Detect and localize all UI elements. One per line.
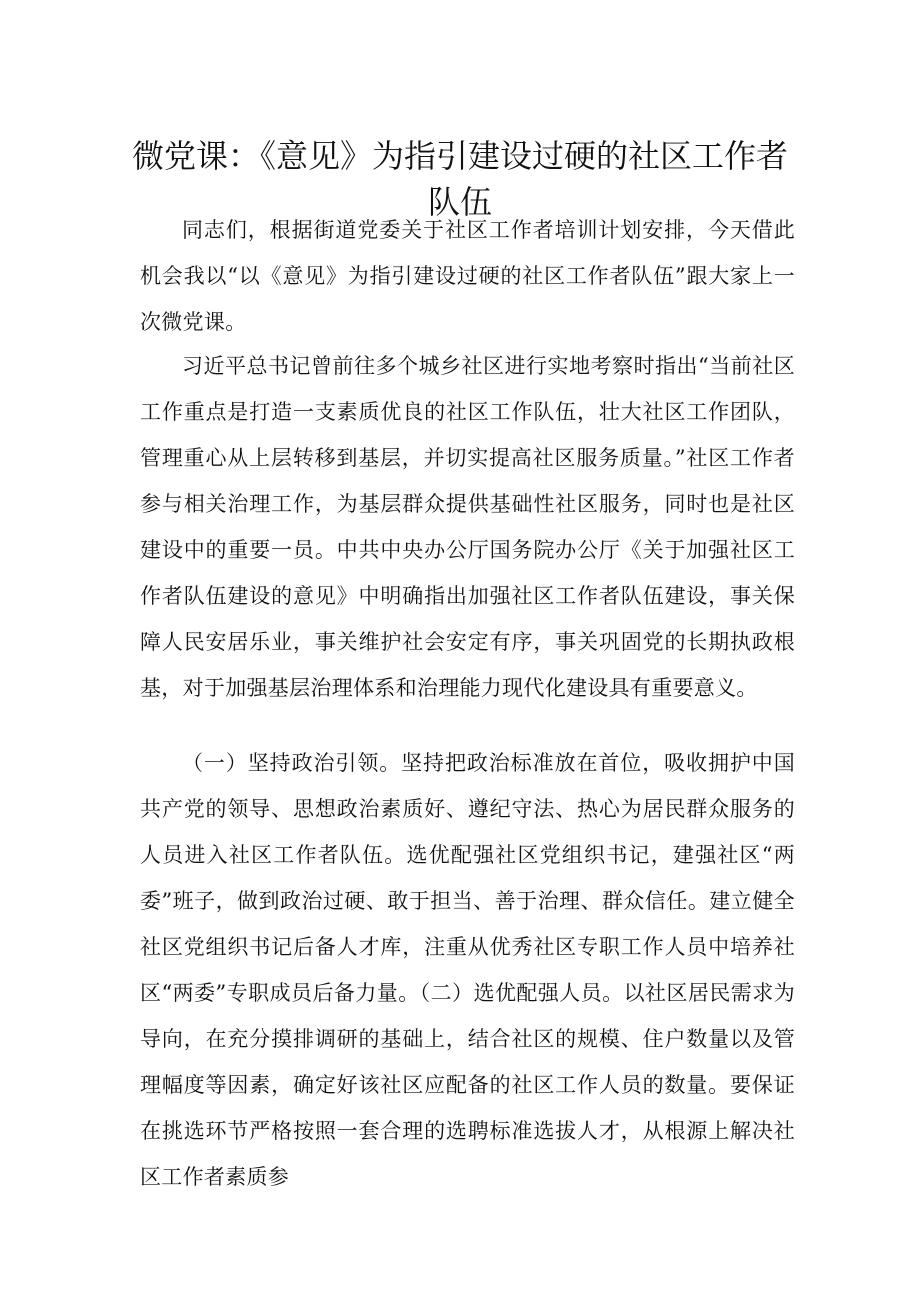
paragraph-intro: 同志们，根据街道党委关于社区工作者培训计划安排，今天借此机会我以“以《意见》为指引建设过硬的社区工作者队伍”跟大家上一次微党课。 [140, 218, 795, 334]
paragraph-measures: （一）坚持政治引领。坚持把政治标准放在首位，吸收拥护中国共产党的领导、思想政治素质好、遵纪守法、热心为居民群众服务的人员进入社区工作者队伍。选优配强社区党组织书记，建强社区“两委”班子，做到政治过硬、敢于担当、善于治理、群众信任。建立健全社区党组织书记后备人才库，注重从优秀社区专职工作人员中培养社区“两委”专职成员后备力量。（二）选优配强人员。以社区居民需求为导向，在充分摸排调研的基础上，结合社区的规模、住户数量以及管理幅度等因素，确定好该社区应配备的社区工作人员的数量。要保证在挑选环节严格按照一套合理的选聘标准选拔人才，从根源上解决社区工作者素质参 [140, 751, 795, 1189]
paragraph-background: 习近平总书记曾前往多个城乡社区进行实地考察时指出“当前社区工作重点是打造一支素质优良的社区工作队伍，壮大社区工作团队，管理重心从上层转移到基层，并切实提高社区服务质量。”社区工作者参与相关治理工作，为基层群众提供基础性社区服务，同时也是社区建设中的重要一员。中共中央办公厅国务院办公厅《关于加强社区工作者队伍建设的意见》中明确指出加强社区工作者队伍建设，事关保障人民安居乐业，事关维护社会安定有序，事关巩固党的长期执政根基，对于加强基层治理体系和治理能力现代化建设具有重要意义。 [140, 354, 795, 700]
document-title: 微党课：《意见》为指引建设过硬的社区工作者队伍 [131, 137, 788, 222]
